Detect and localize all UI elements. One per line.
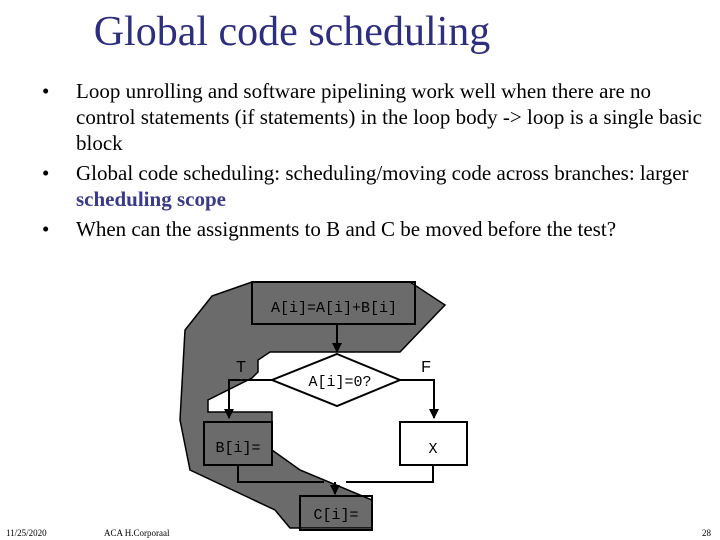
block-x-label: X bbox=[428, 441, 438, 458]
footer-page-number: 28 bbox=[702, 528, 711, 538]
bullet-highlight: scheduling scope bbox=[76, 187, 226, 211]
edge-x-to-c bbox=[346, 465, 433, 482]
slide-title: Global code scheduling bbox=[93, 9, 491, 55]
block-a-update-label: A[i]=A[i]+B[i] bbox=[270, 300, 398, 317]
edge-false bbox=[400, 380, 434, 418]
block-b-label: B[i]= bbox=[215, 440, 261, 457]
test-label: A[i]=0? bbox=[308, 374, 372, 391]
bullet-marker: • bbox=[42, 217, 50, 241]
bullet-text: Global code scheduling: scheduling/moving code across branches: larger bbox=[76, 161, 689, 185]
footer-date: 11/25/2020 bbox=[6, 528, 47, 538]
footer-author: ACA H.Corporaal bbox=[104, 528, 170, 538]
bullet-marker: • bbox=[42, 79, 50, 103]
bullet-item bbox=[42, 216, 702, 242]
scheduling-region bbox=[180, 282, 445, 528]
bullet-marker: • bbox=[42, 161, 50, 185]
bullet-text: When can the assignments to B and C be moved before the test? bbox=[76, 217, 617, 241]
false-label: F bbox=[421, 359, 431, 376]
bullet-text: Loop unrolling and software pipelining work well when there are no control statements (if statements) in the loop body -> loop is a single basic block bbox=[76, 79, 702, 155]
block-c-label: C[i]= bbox=[313, 507, 359, 524]
bullet-item bbox=[42, 160, 702, 212]
bullet-item bbox=[42, 78, 702, 156]
true-label: T bbox=[236, 359, 246, 376]
bullet-list bbox=[42, 78, 702, 246]
